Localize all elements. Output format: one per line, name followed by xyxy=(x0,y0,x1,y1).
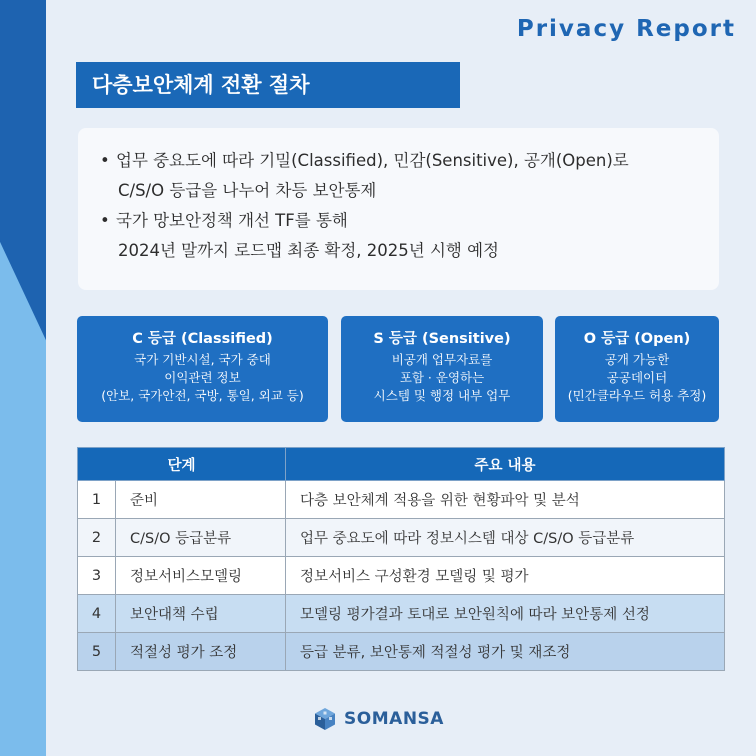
step-content: 정보서비스 구성환경 모델링 및 평가 xyxy=(286,557,725,595)
step-number: 5 xyxy=(78,633,116,671)
report-header-title: Privacy Report xyxy=(516,16,736,42)
logo-text: SOMANSA xyxy=(344,709,444,729)
grade-card-classified xyxy=(77,316,328,422)
grade-desc-line: 이익관련 정보 xyxy=(164,370,241,385)
somansa-cube-icon xyxy=(312,706,338,732)
summary-bullet-1 xyxy=(100,146,697,176)
step-number: 1 xyxy=(78,481,116,519)
step-name: 정보서비스모델링 xyxy=(116,557,286,595)
grade-title: S 등급 (Sensitive) xyxy=(373,331,511,347)
summary-box xyxy=(78,128,719,290)
table-row xyxy=(78,519,725,557)
grade-desc-line: (안보, 국가안전, 국방, 통일, 외교 등) xyxy=(101,388,304,403)
grade-desc-line: 비공개 업무자료를 xyxy=(391,352,493,367)
column-header-step: 단계 xyxy=(78,448,286,481)
step-number: 2 xyxy=(78,519,116,557)
step-name: 적절성 평가 조정 xyxy=(116,633,286,671)
step-name: 보안대책 수립 xyxy=(116,595,286,633)
grade-desc-line: 공공데이터 xyxy=(606,370,668,385)
step-content: 업무 중요도에 따라 정보시스템 대상 C/S/O 등급분류 xyxy=(286,519,725,557)
table-row xyxy=(78,633,725,671)
column-header-content: 주요 내용 xyxy=(286,448,725,481)
section-title: 다층보안체계 전환 절차 xyxy=(76,62,460,108)
table-row xyxy=(78,557,725,595)
summary-text-continued: C/S/O 등급을 나누어 차등 보안통제 xyxy=(118,181,377,200)
bullet-icon: • xyxy=(100,151,110,170)
table-row xyxy=(78,481,725,519)
step-name: C/S/O 등급분류 xyxy=(116,519,286,557)
step-content: 다층 보안체계 적용을 위한 현황파악 및 분석 xyxy=(286,481,725,519)
grade-title: O 등급 (Open) xyxy=(583,331,691,347)
summary-text-continued: 2024년 말까지 로드맵 최종 확정, 2025년 시행 예정 xyxy=(118,241,499,260)
grade-card-sensitive xyxy=(341,316,543,422)
bullet-icon: • xyxy=(100,211,110,230)
process-steps-table xyxy=(77,447,725,671)
grade-card-open xyxy=(555,316,719,422)
summary-text: 국가 망보안정책 개선 TF를 통해 xyxy=(116,211,348,230)
grade-title: C 등급 (Classified) xyxy=(132,331,273,347)
table-header-row xyxy=(78,448,725,481)
step-number: 4 xyxy=(78,595,116,633)
grade-desc-line: 공개 가능한 xyxy=(604,352,670,367)
grade-desc-line: 시스템 및 행정 내부 업무 xyxy=(373,388,511,403)
step-content: 모델링 평가결과 토대로 보안원칙에 따라 보안통제 선정 xyxy=(286,595,725,633)
step-name: 준비 xyxy=(116,481,286,519)
grade-desc-line: (민간클라우드 허용 추정) xyxy=(567,388,707,403)
table-row xyxy=(78,595,725,633)
summary-bullet-2 xyxy=(100,206,697,236)
grade-desc-line: 국가 기반시설, 국가 중대 xyxy=(134,352,271,367)
step-number: 3 xyxy=(78,557,116,595)
summary-text: 업무 중요도에 따라 기밀(Classified), 민감(Sensitive), 공개(Open)로 xyxy=(116,151,629,170)
step-content: 등급 분류, 보안통제 적절성 평가 및 재조정 xyxy=(286,633,725,671)
grade-desc-line: 포함 · 운영하는 xyxy=(399,370,485,385)
somansa-logo xyxy=(0,706,756,732)
